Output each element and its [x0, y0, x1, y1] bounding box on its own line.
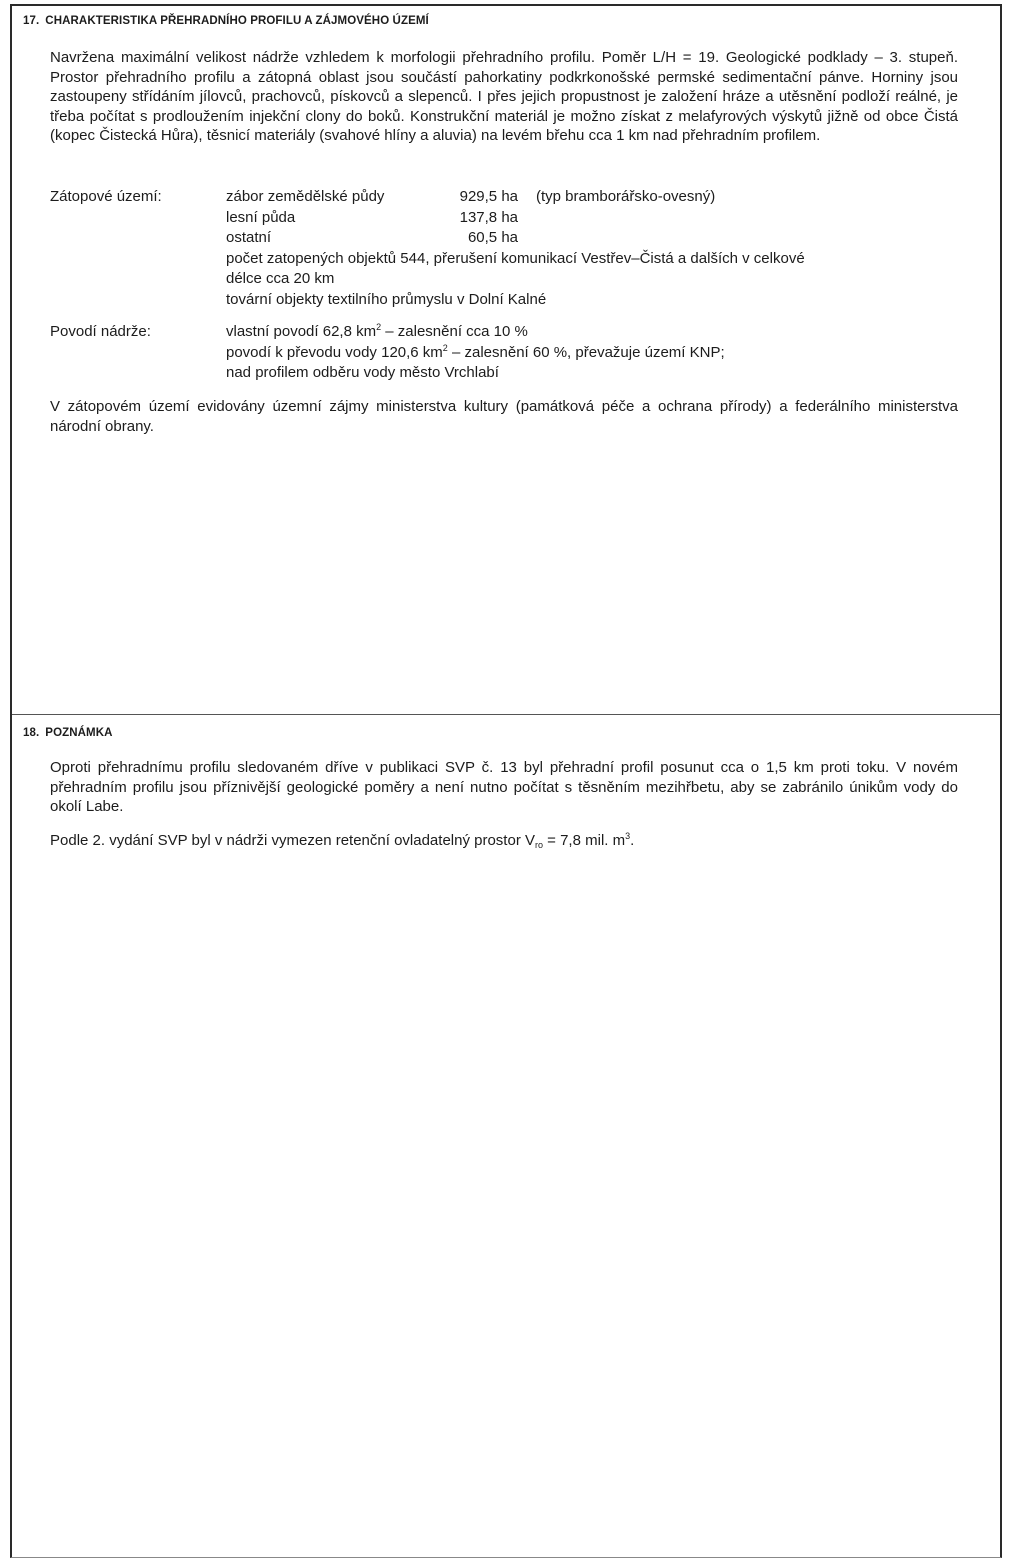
paragraph-text: Podle 2. vydání SVP byl v nádrži vymezen retenční ovladatelný prostor V [50, 832, 535, 849]
section-17-closing: V zátopovém území evidovány územní zájmy ministerstva kultury (památková péče a ochrana přírody) a federálního ministerstva národní obrany. [50, 398, 958, 435]
basin-text: povodí k převodu vody 120,6 km [226, 343, 443, 361]
basin-line [226, 343, 980, 364]
basin-text: vlastní povodí 62,8 km [226, 323, 377, 340]
flood-area-item-name: zábor zemědělské půdy [226, 188, 385, 205]
flood-area-item [226, 228, 980, 249]
section-17-paragraph: Navržena maximální velikost nádrže vzhledem k morfologii přehradního profilu. Poměr L/H = 19. Geologické podklady – 3. stupeň. Prostor přehradního profilu a zátopná oblast jsou součástí pahorkatiny podkrkonošské permské sedimentační pánve. Horniny jsou zastoupeny střídáním jílovců, prachovců, pískovců a slepenců. I přes jejich propustnost je založení hráze a utěsnění podloží reálné, je třeba počítat s prodloužením injekční clony do boků. Konstrukční materiál je možno získat z melafyrových výskytů jižně od obce Čistá (kopec Čistecká Hůra), těsnicí materiály (svahové hlíny a aluvia) na levém břehu cca 1 km nad přehradním profilem. [50, 49, 958, 144]
flood-area-item-name: lesní půda [226, 208, 296, 226]
flood-area-text: délce cca 20 km [226, 270, 335, 287]
section-18-heading [23, 727, 113, 739]
superscript: 2 [442, 342, 448, 353]
basin-line [226, 322, 980, 343]
section-18 [12, 715, 1000, 1560]
flood-area-item-note: (typ bramborářsko-ovesný) [536, 188, 716, 205]
basin-text: – zalesnění cca 10 % [381, 323, 528, 340]
flood-area-item [226, 187, 980, 208]
flood-area-text: počet zatopených objektů 544, přerušení komunikací Vestřev–Čistá a dalších v celkové [226, 249, 805, 267]
paragraph-text: . [630, 832, 635, 849]
section-18-title: POZNÁMKA [45, 727, 113, 739]
section-17-title: CHARAKTERISTIKA PŘEHRADNÍHO PROFILU A ZÁJMOVÉHO ÚZEMÍ [45, 15, 429, 27]
flood-area-item-name: ostatní [226, 229, 272, 246]
section-18-paragraph-2 [50, 831, 958, 851]
section-18-paragraph: Oproti přehradnímu profilu sledovaném dříve v publikaci SVP č. 13 byl přehradní profil posunut cca o 1,5 km proti toku. V novém přehradním profilu jsou příznivější geologické poměry a není nutno počítat s těsněním mezihřbetu, aby se zabránilo únikům vody do okolí Labe. [50, 759, 958, 815]
flood-area-item [226, 208, 980, 229]
flood-area-item-value: 929,5 ha [459, 188, 518, 205]
flood-area-block [50, 187, 980, 310]
flood-area-text: tovární objekty textilního průmyslu v Dolní Kalné [226, 290, 547, 308]
basin-line: nad profilem odběru vody město Vrchlabí [226, 364, 499, 381]
superscript: 3 [625, 831, 631, 841]
document-page [10, 4, 1002, 1558]
flood-area-label: Zátopové území: [50, 188, 162, 205]
basin-label: Povodí nádrže: [50, 323, 151, 340]
superscript: 2 [376, 322, 382, 332]
basin-text: – zalesnění 60 %, převažuje území KNP; [447, 343, 725, 361]
section-18-number: 18. [23, 727, 40, 739]
basin-block [50, 322, 980, 384]
section-17 [12, 6, 1000, 715]
paragraph-text: = 7,8 mil. m [543, 832, 626, 849]
flood-area-item-value: 60,5 ha [467, 229, 518, 246]
section-17-number: 17. [23, 15, 40, 27]
flood-area-item-value: 137,8 ha [459, 208, 518, 226]
section-17-heading [23, 15, 429, 27]
subscript: ro [534, 840, 543, 850]
